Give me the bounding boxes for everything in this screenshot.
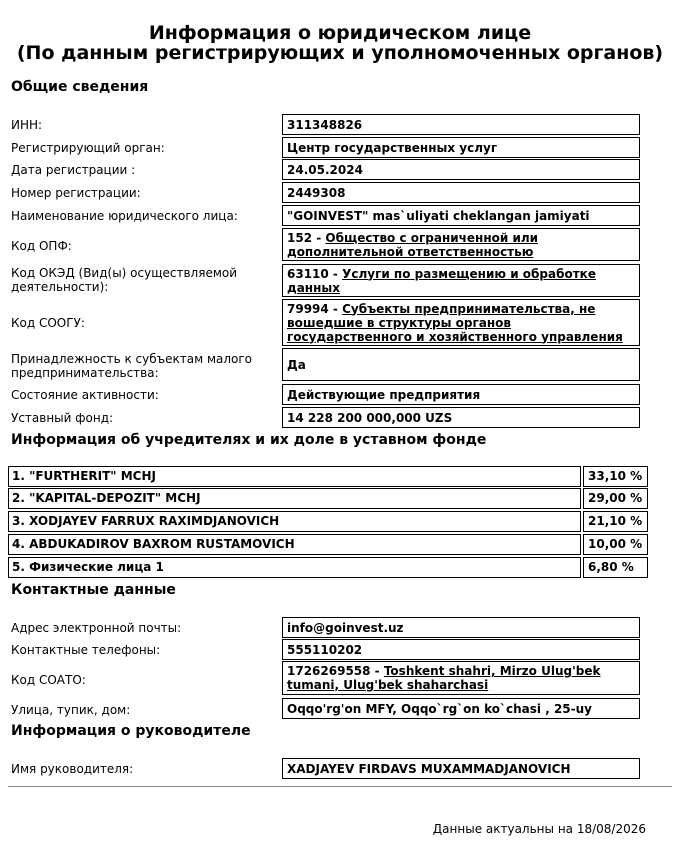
small-biz-value: Да (282, 348, 640, 381)
email-label: Адрес электронной почты: (11, 621, 182, 635)
founder-name: 3. XODJAYEV FARRUX RAXIMDJANOVICH (8, 511, 581, 532)
opf-value (282, 228, 640, 261)
reg-number-label: Номер регистрации: (11, 186, 141, 200)
email-value: info@goinvest.uz (282, 617, 640, 638)
activity-value: Действующие предприятия (282, 384, 640, 405)
director-label: Имя руководителя: (11, 762, 134, 776)
founders-heading: Информация об учредителях и их доле в уставном фонде (11, 432, 487, 448)
capital-value: 14 228 200 000,000 UZS (282, 407, 640, 428)
founder-share: 21,10 % (583, 511, 648, 532)
data-actual-date: Данные актуальны на 18/08/2026 (432, 822, 646, 836)
founder-name: 4. ABDUKADIROV BAXROM RUSTAMOVICH (8, 534, 581, 555)
founder-name: 5. Физические лица 1 (8, 557, 581, 578)
capital-label: Уставный фонд: (11, 411, 114, 425)
activity-label: Состояние активности: (11, 388, 159, 402)
soogu-label: Код СООГУ: (11, 316, 85, 330)
street-value: Oqqo'rg'on MFY, Oqqo`rg`on ko`chasi , 25-uy (282, 698, 640, 719)
founder-share: 10,00 % (583, 534, 648, 555)
director-value: XADJAYEV FIRDAVS MUXAMMADJANOVICH (282, 758, 640, 779)
inn-value: 311348826 (282, 114, 640, 135)
founder-name: 1. "FURTHERIT" MCHJ (8, 466, 581, 487)
small-biz-label: Принадлежность к субъектам малого предпринимательства: (11, 352, 253, 380)
reg-date-value: 24.05.2024 (282, 159, 640, 180)
founder-name: 2. "KAPITAL-DEPOZIT" MCHJ (8, 488, 581, 509)
founder-share: 33,10 % (583, 466, 648, 487)
reg-body-label: Регистрирующий орган: (11, 141, 165, 155)
okved-label: Код ОКЭД (Вид(ы) осуществляемой деятельности): (11, 266, 238, 294)
general-heading: Общие сведения (11, 79, 149, 95)
founder-share: 29,00 % (583, 488, 648, 509)
soato-value (282, 661, 640, 695)
soogu-code: 79994 - (287, 301, 343, 316)
phone-label: Контактные телефоны: (11, 643, 161, 657)
reg-number-value: 2449308 (282, 182, 640, 203)
opf-link[interactable]: Общество с ограниченной или дополнительной ответственностью (287, 230, 539, 259)
okved-code: 63110 - (287, 266, 343, 281)
soogu-value (282, 299, 640, 346)
opf-code: 152 - (287, 230, 326, 245)
director-heading: Информация о руководителе (11, 723, 251, 739)
phone-value: 555110202 (282, 639, 640, 660)
soato-code: 1726269558 - (287, 664, 384, 678)
soato-label: Код СОАТО: (11, 673, 86, 687)
okved-link[interactable]: Услуги по размещению и обработке данных (287, 266, 596, 295)
reg-date-label: Дата регистрации : (11, 163, 136, 177)
inn-label: ИНН: (11, 118, 43, 132)
soogu-link[interactable]: Субъекты предпринимательства, не вошедшие в структуры органов государственного и хозяйственного управления (287, 301, 623, 344)
legal-name-label: Наименование юридического лица: (11, 209, 238, 223)
page-title: Информация о юридическом лице (148, 22, 532, 44)
contacts-heading: Контактные данные (11, 582, 176, 598)
okved-value (282, 264, 640, 297)
founder-share: 6,80 % (583, 557, 648, 578)
soato-link[interactable]: Toshkent shahri, Mirzo Ulug'bek tumani, Ulug'bek shaharchasi (287, 664, 601, 692)
opf-label: Код ОПФ: (11, 239, 72, 253)
page-subtitle: (По данным регистрирующих и уполномоченных органов) (16, 42, 664, 64)
legal-name-value: "GOINVEST" mas`uliyati cheklangan jamiyati (282, 205, 640, 226)
street-label: Улица, тупик, дом: (11, 703, 131, 717)
footer-divider (8, 786, 672, 787)
reg-body-value: Центр государственных услуг (282, 137, 640, 158)
